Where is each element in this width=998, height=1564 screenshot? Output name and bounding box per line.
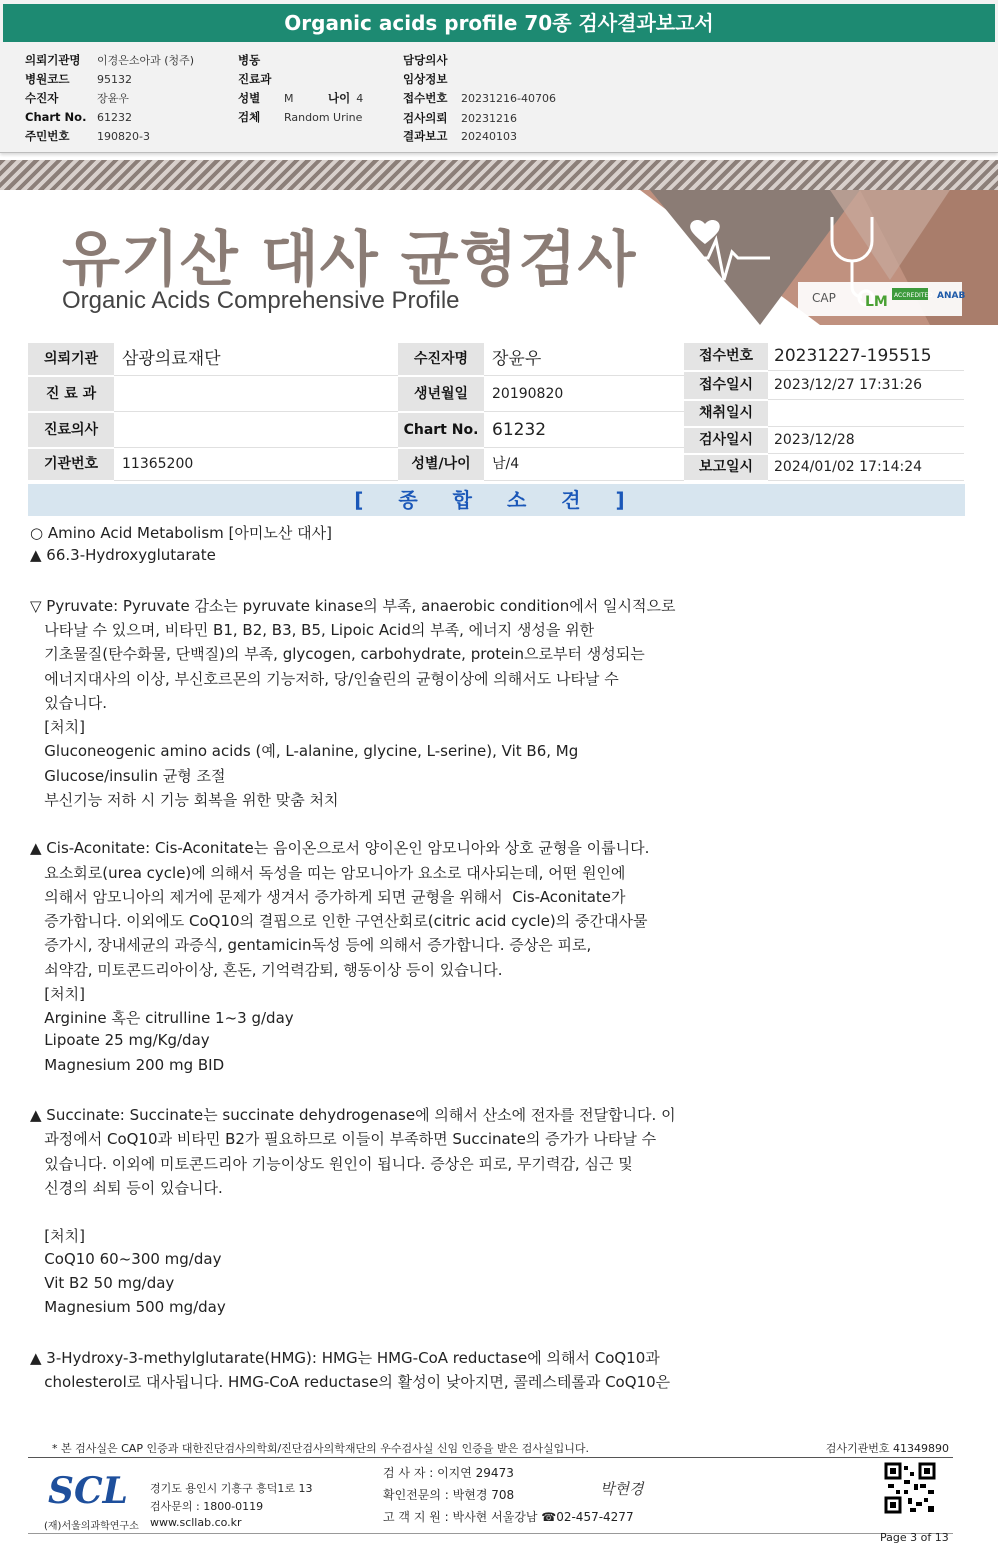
interpretation-line: Gluconeogenic amino acids (예, L-alanine, glycine, L-serine), Vit B6, Mg (30, 742, 579, 761)
hdr-value: Random Urine (284, 111, 363, 124)
hdr-value: 장윤우 (97, 92, 129, 105)
interpretation-line: [처치] (30, 1227, 85, 1246)
hdr-label: 검체 (238, 110, 261, 124)
signature-image: 박현경 (600, 1480, 644, 1498)
interpretation-line: 신경의 쇠퇴 등이 있습니다. (30, 1178, 223, 1197)
interpretation-line: Vit B2 50 mg/day (30, 1273, 175, 1292)
interpretation-line: ▲ 66.3-Hydroxyglutarate (30, 546, 216, 565)
interpretation-line: 나타날 수 있으며, 비타민 B1, B2, B3, B5, Lipoic Acid의 부족, 에너지 생성을 위한 (30, 621, 595, 639)
hdr-label: 병동 (238, 53, 261, 67)
header-field-ward (238, 52, 260, 68)
info-label: 보고일시 (684, 455, 768, 482)
hdr-label: 성별 (238, 91, 261, 105)
hdr-label: 진료과 (238, 72, 272, 86)
hdr-label: 임상정보 (403, 72, 448, 86)
org-name: (재)서울의과학연구소 (44, 1521, 139, 1532)
interpretation-line: 에너지대사의 이상, 부신호르몬의 기능저하, 당/인슐린의 균형이상에 의해서도 나타날 수 (30, 669, 619, 688)
info-value-collection-time (768, 401, 964, 427)
info-value-institution-no: 11365200 (114, 449, 406, 481)
hdr-value: 20231216-40706 (461, 92, 556, 105)
info-label: 수진자명 (398, 343, 484, 377)
hdr-value: 95132 (97, 73, 132, 86)
header-field-department (238, 71, 271, 87)
info-label: 검사일시 (684, 428, 768, 455)
interpretation-line: 증가시, 장내세균의 과증식, gentamicin독성 등에 의해서 증가합니다. 증상은 피로, (30, 936, 592, 955)
hdr-label: 담당의사 (403, 53, 448, 67)
footer-notice-row (28, 1437, 953, 1458)
hdr-value: 4 (356, 92, 364, 105)
interpretation-line: 요소회로(urea cycle)에 의해서 독성을 띠는 암모니아가 요소로 대사되는데, 어떤 원인에 (30, 863, 626, 882)
interpretation-line: 의해서 암모니아의 제거에 문제가 생겨서 증가하게 되면 균형을 위해서 Cis-Aconitate가 (30, 887, 626, 906)
interpretation-line: ▽ Pyruvate: Pyruvate 감소는 pyruvate kinase의 부족, anaerobic condition에서 일시적으로 (30, 596, 676, 615)
header-field-report-date (403, 128, 517, 144)
hdr-label: 주민번호 (25, 129, 70, 143)
header-field-request-date (403, 110, 517, 126)
anab-logo: ANAB (937, 291, 966, 301)
info-label: 성별/나이 (398, 449, 484, 482)
interpretation-line: Magnesium 200 mg BID (30, 1055, 225, 1074)
hdr-label: 의뢰기관명 (25, 53, 81, 67)
header-field-requester (25, 52, 194, 68)
header-field-id-no (25, 128, 150, 144)
report-title: Organic acids profile 70종 검사결과보고서 (3, 4, 995, 42)
interpretation-line: cholesterol로 대사됩니다. HMG-CoA reductase의 활성이 낮아지면, 콜레스테롤과 CoQ10은 (30, 1372, 671, 1391)
header-field-chart-no (25, 110, 132, 124)
interpretation-line: 쇠약감, 미토콘드리아이상, 혼돈, 기억력감퇴, 행동이상 등이 있습니다. (30, 960, 503, 979)
info-value-patient-name: 장윤우 (484, 343, 687, 376)
header-field-clinical-info (403, 71, 447, 87)
info-label: 접수번호 (684, 343, 768, 372)
header-field-receipt-no (403, 90, 556, 106)
hdr-value: 190820-3 (97, 130, 150, 143)
header-field-sex (238, 90, 294, 106)
interpretation-line: Glucose/insulin 균형 조절 (30, 766, 226, 785)
footer-website[interactable]: www.scllab.co.kr (150, 1516, 242, 1529)
page-number: Page 3 of 13 (880, 1531, 949, 1544)
footer-support: 고 객 지 원 : 박사현 서울강남 ☎02-457-4277 (383, 1510, 634, 1524)
report-header (0, 0, 998, 153)
info-value-receipt-time: 2023/12/27 17:31:26 (768, 372, 964, 400)
info-label: 생년월일 (398, 377, 484, 413)
hdr-value: 20240103 (461, 130, 517, 143)
interpretation-line: 기초물질(탄수화물, 단백질)의 부족, glycogen, carbohydrate, protein으로부터 생성되는 (30, 645, 645, 664)
info-value-receipt-no: 20231227-195515 (768, 343, 964, 371)
info-label: 접수일시 (684, 372, 768, 401)
hdr-label: 검사의뢰 (403, 111, 448, 125)
hdr-label: 나이 (328, 91, 351, 105)
institution-number: 검사기관번호 41349890 (825, 1442, 949, 1455)
hdr-label: 접수번호 (403, 91, 448, 105)
hdr-label: 수진자 (25, 91, 59, 105)
header-field-age (328, 90, 363, 106)
info-value-institution: 삼광의료재단 (114, 343, 406, 376)
hdr-value: M (284, 92, 294, 105)
header-field-doctor (403, 52, 447, 68)
footer-tester: 검 사 자 : 이지연 29473 (383, 1466, 514, 1480)
hdr-label: Chart No. (25, 110, 87, 124)
interpretation-line: 있습니다. (30, 693, 108, 712)
header-field-hospital-code (25, 71, 132, 87)
cap-logo: CAP (812, 291, 836, 305)
lm-logo: LM (865, 294, 888, 310)
info-label: 의뢰기관 (28, 343, 114, 377)
qr-code-icon (884, 1462, 936, 1514)
interpretation-line: ▲ Succinate: Succinate는 succinate dehydrogenase에 의해서 산소에 전자를 전달합니다. 이 (30, 1106, 676, 1124)
footer-address: 경기도 용인시 기흥구 흥덕1로 13 (150, 1482, 313, 1495)
info-value-department (114, 377, 406, 412)
info-value-report-time: 2024/01/02 17:14:24 (768, 455, 964, 481)
info-label: 기관번호 (28, 449, 114, 482)
interpretation-line: 부신기능 저하 시 기능 회복을 위한 맞춤 처치 (30, 790, 339, 809)
interpretation-line: 있습니다. 이외에 미토콘드리아 기능이상도 원인이 됩니다. 증상은 피로, 무기력감, 심근 및 (30, 1154, 633, 1173)
info-value-birthdate: 20190820 (484, 377, 687, 412)
hdr-value: 이경은소아과 (청주) (97, 54, 195, 67)
interpretation-line: ▲ 3-Hydroxy-3-methylglutarate(HMG): HMG는 HMG-CoA reductase에 의해서 CoQ10과 (30, 1348, 660, 1367)
info-label: Chart No. (398, 413, 484, 449)
footer-inquiry: 검사문의 : 1800-0119 (150, 1500, 264, 1513)
header-field-specimen (238, 109, 362, 125)
interpretation-line: [처치] (30, 718, 85, 736)
info-label: 진료의사 (28, 413, 114, 449)
header-field-patient (25, 90, 129, 106)
scl-logo: SCL (48, 1470, 128, 1512)
interpretation-line: Arginine 혹은 citrulline 1~3 g/day (30, 1009, 294, 1027)
interpretation-line: ○ Amino Acid Metabolism [아미노산 대사] (30, 524, 332, 542)
hdr-label: 병원코드 (25, 72, 70, 86)
interpretation-line: Lipoate 25 mg/Kg/day (30, 1031, 210, 1050)
info-label: 채취일시 (684, 401, 768, 428)
interpretation-line: [처치] (30, 984, 85, 1003)
summary-title: [ 종 합 소 견 ] (28, 484, 965, 516)
interpretation-line: Magnesium 500 mg/day (30, 1298, 226, 1316)
svg-text:ACCREDITED: ACCREDITED (894, 292, 933, 299)
info-value-test-date: 2023/12/28 (768, 428, 964, 454)
main-title-korean: 유기산 대사 균형검사 (62, 225, 637, 295)
interpretation-line: 증가합니다. 이외에도 CoQ10의 결핍으로 인한 구연산회로(citric acid cycle)의 중간대사물 (30, 912, 648, 930)
interpretation-line: CoQ10 60~300 mg/day (30, 1249, 222, 1268)
interpretation-line: 과정에서 CoQ10과 비타민 B2가 필요하므로 이들이 부족하면 Succinate의 증가가 나타날 수 (30, 1130, 657, 1149)
info-value-chart-no: 61232 (484, 413, 687, 448)
main-title-english: Organic Acids Comprehensive Profile (62, 287, 460, 314)
hdr-value: 20231216 (461, 112, 517, 125)
interpretation-line: ▲ Cis-Aconitate: Cis-Aconitate는 음이온으로서 양이온인 암모니아와 상호 균형을 이룹니다. (30, 839, 650, 858)
footer-specialist: 확인전문의 : 박현경 708 (383, 1488, 515, 1502)
footer-notice: * 본 검사실은 CAP 인증과 대한진단검사의학회/진단검사의학재단의 우수검사실 신임 인증을 받은 검사실입니다. (52, 1442, 590, 1455)
hdr-value: 61232 (97, 111, 132, 124)
hdr-label: 결과보고 (403, 129, 448, 143)
info-value-doctor (114, 413, 406, 448)
info-label: 진 료 과 (28, 377, 114, 413)
info-value-sex-age: 남/4 (484, 449, 687, 481)
